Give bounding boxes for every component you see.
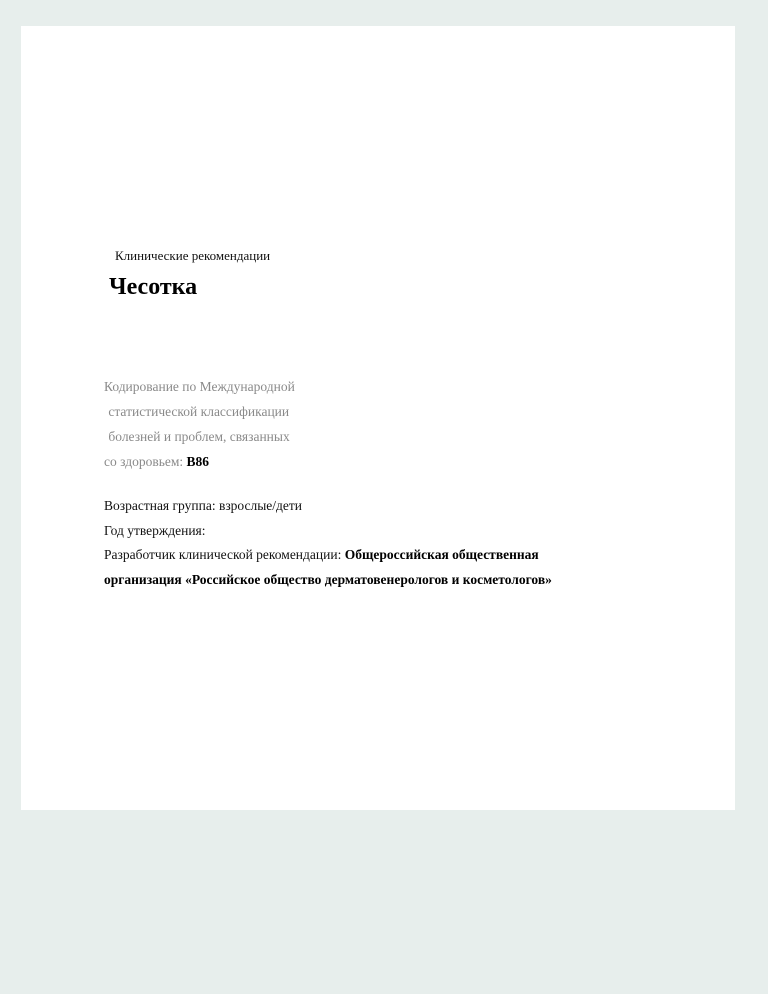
icd-line-2-text: статистической классификации bbox=[108, 404, 290, 419]
developer-org-line-2: организация «Российское общество дерматовенерологов и косметологов» bbox=[104, 571, 552, 587]
developer-org-line-1: Общероссийская общественная bbox=[344, 547, 539, 562]
icd-line-3 bbox=[104, 424, 295, 449]
document-page bbox=[21, 26, 735, 810]
document-title: Чесотка bbox=[109, 274, 198, 300]
icd-code: B86 bbox=[186, 454, 210, 469]
icd-coding-block bbox=[104, 374, 295, 474]
icd-line-4-prefix: со здоровьем: bbox=[104, 454, 184, 469]
age-group: Возрастная группа: взрослые/дети bbox=[104, 498, 303, 513]
icd-line-3-text: болезней и проблем, связанных bbox=[108, 429, 290, 444]
approval-year: Год утверждения: bbox=[104, 522, 206, 538]
icd-line-4 bbox=[104, 449, 295, 474]
document-type-label: Клинические рекомендации bbox=[115, 248, 271, 263]
developer-line-1 bbox=[104, 543, 704, 568]
icd-line-2 bbox=[104, 399, 295, 424]
icd-line-1: Кодирование по Международной bbox=[104, 379, 295, 394]
developer-label: Разработчик клинической рекомендации: bbox=[104, 547, 342, 562]
document-meta-block bbox=[104, 494, 704, 592]
